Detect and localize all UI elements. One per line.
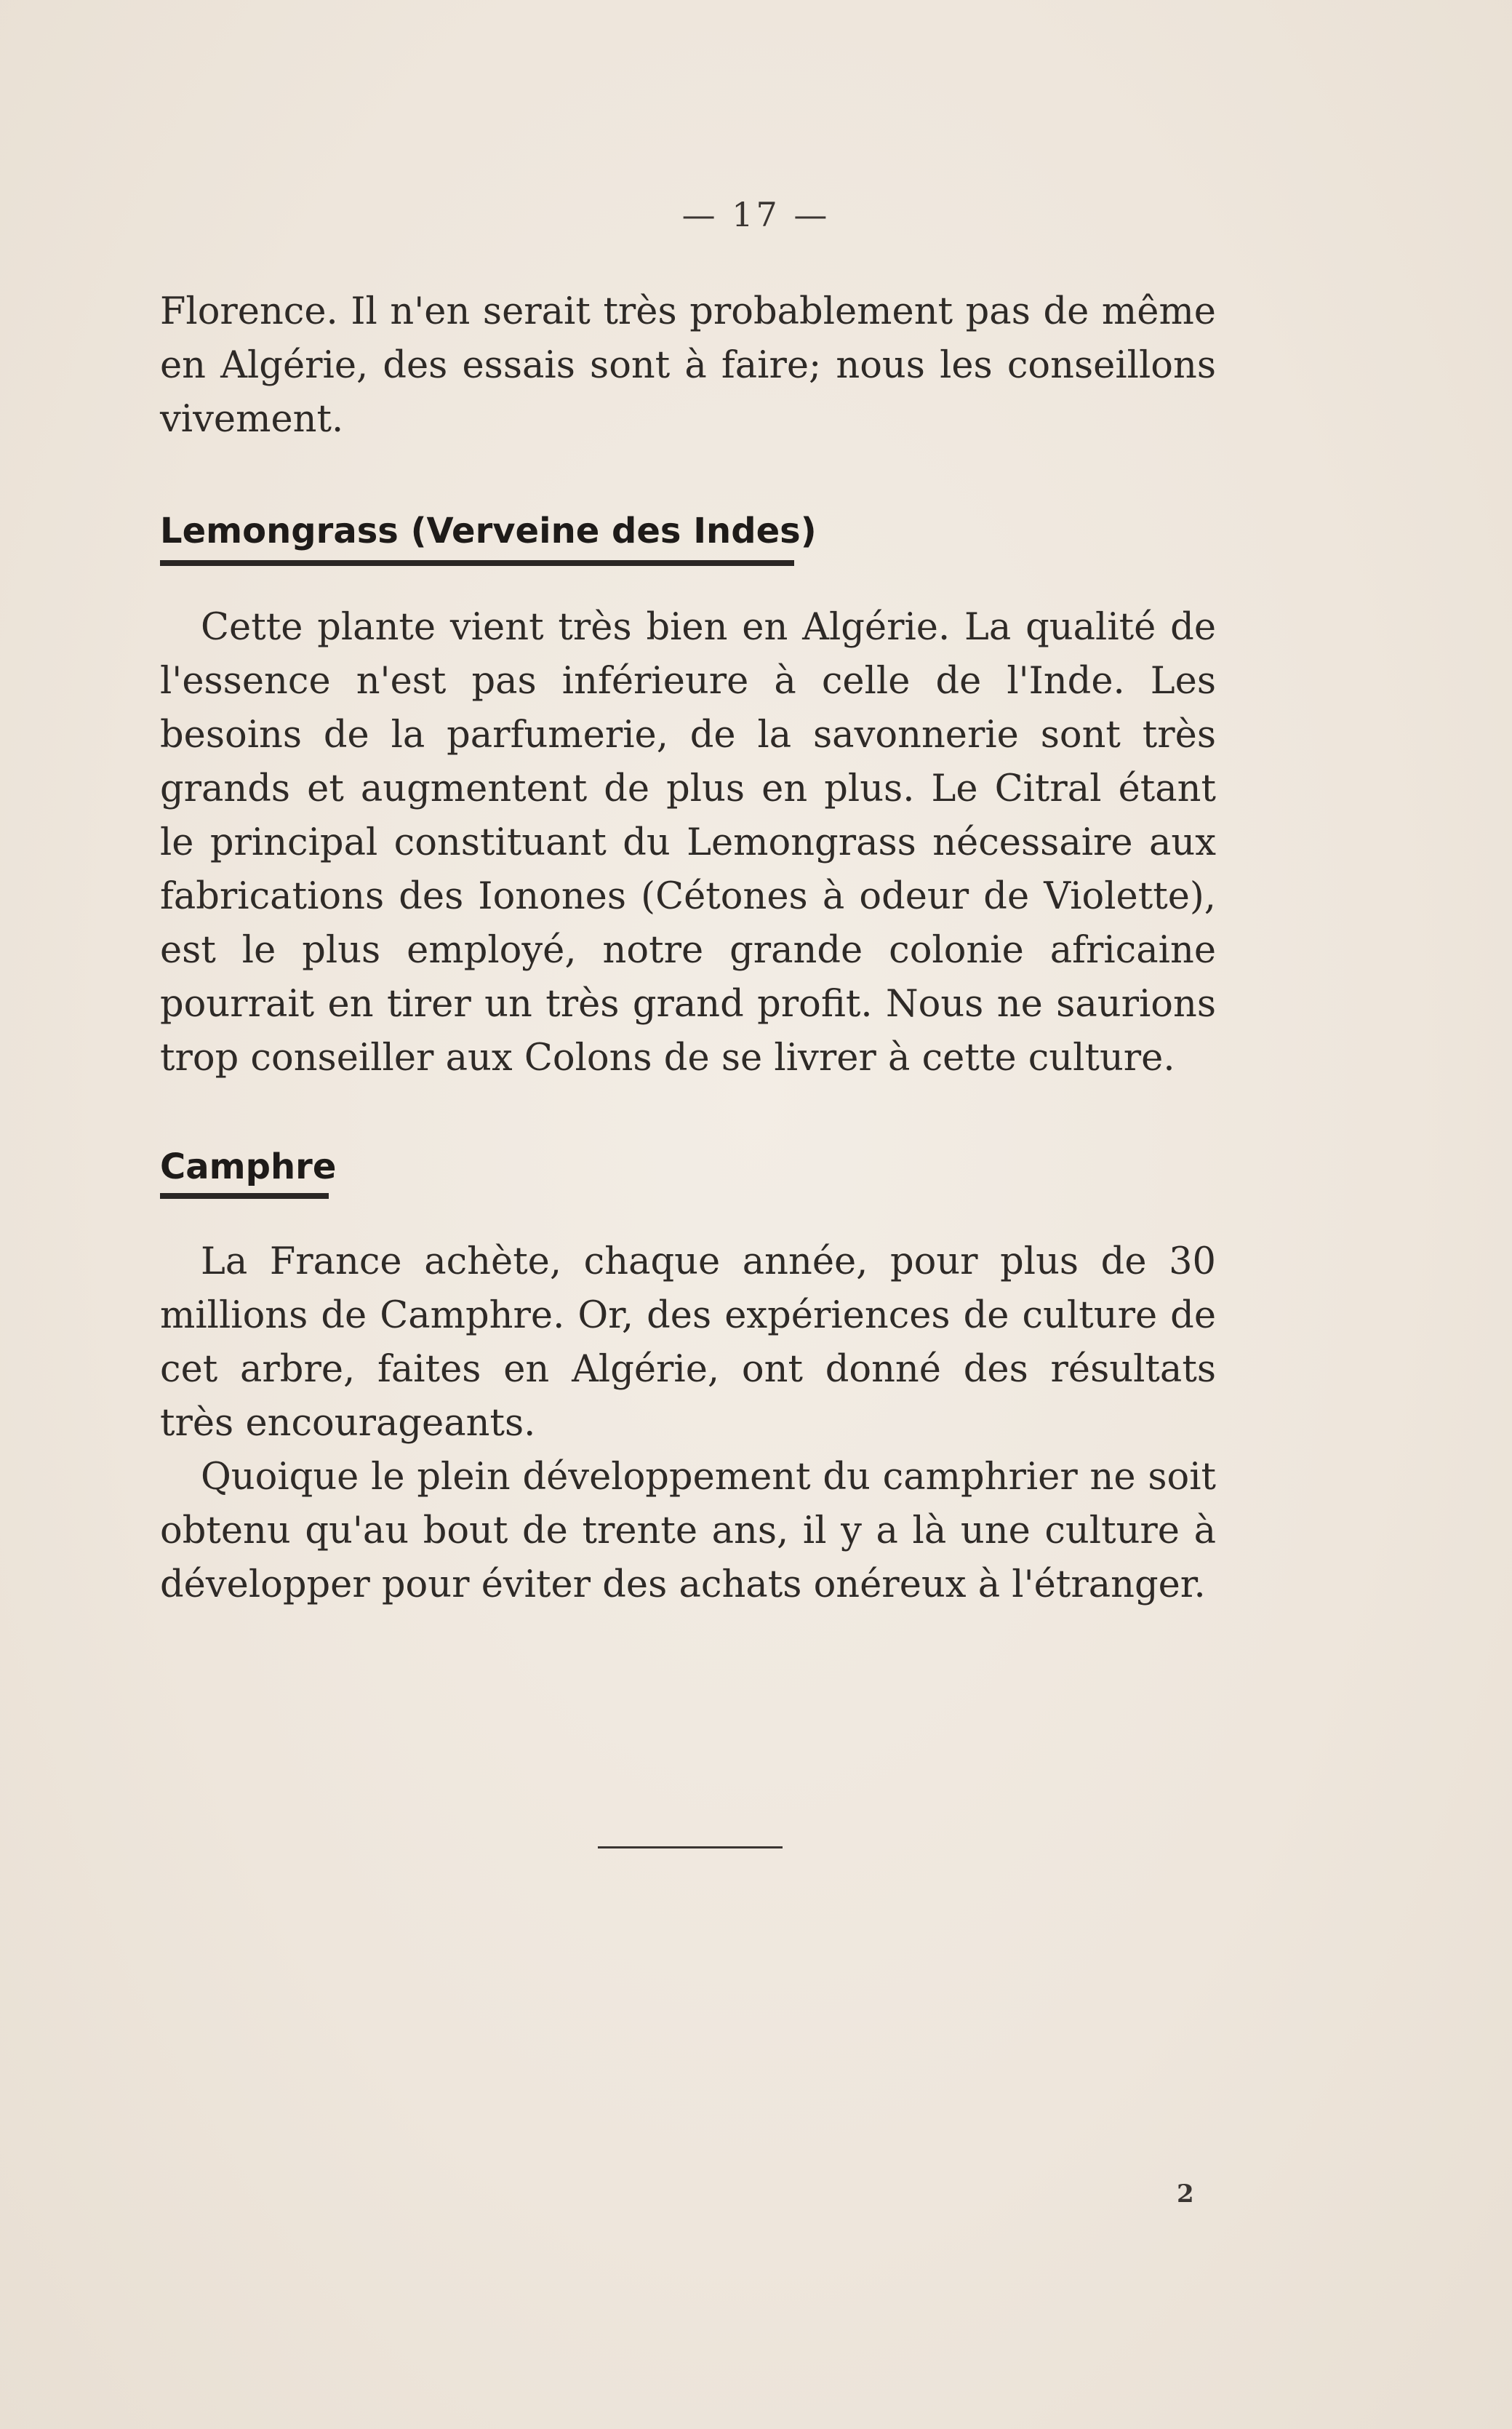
intro-section [160,285,1216,447]
intro-paragraph: Florence. Il n'en serait très probablement pas de même en Algérie, des essais sont à faire; nous les conseillons vivement. [160,290,1216,441]
lemongrass-section [160,601,1216,1085]
lemongrass-heading-underline [160,560,794,566]
section-end-rule [598,1846,783,1848]
camphre-heading-underline [160,1193,329,1199]
lemongrass-heading: Lemongrass (Verveine des Indes) [160,511,817,551]
page-number: — 17 — [681,195,831,234]
camphre-paragraph-1: La France achète, chaque année, pour plus de 30 millions de Camphre. Or, des expériences de culture de cet arbre, faites en Algérie, ont donné des résultats très encourageants. [160,1240,1216,1445]
camphre-section [160,1235,1216,1612]
lemongrass-paragraph: Cette plante vient très bien en Algérie. La qualité de l'essence n'est pas inférieure à celle de l'Inde. Les besoins de la parfumerie, de la savonnerie sont très grands et augmentent de plus en plus. Le Citral étant le principal constituant du Lemongrass nécessaire aux fabrications des Ionones (Cétones à odeur de Violette), est le plus employé, notre grande colonie africaine pourrait en tirer un très grand profit. Nous ne saurions trop conseiller aux Colons de se livrer à cette culture. [160,606,1216,1080]
camphre-heading: Camphre [160,1146,337,1187]
camphre-paragraph-2: Quoique le plein développement du camphrier ne soit obtenu qu'au bout de trente ans, il y a là une culture à développer pour éviter des achats onéreux à l'étranger. [160,1456,1216,1606]
signature-mark: 2 [1177,2179,1194,2209]
